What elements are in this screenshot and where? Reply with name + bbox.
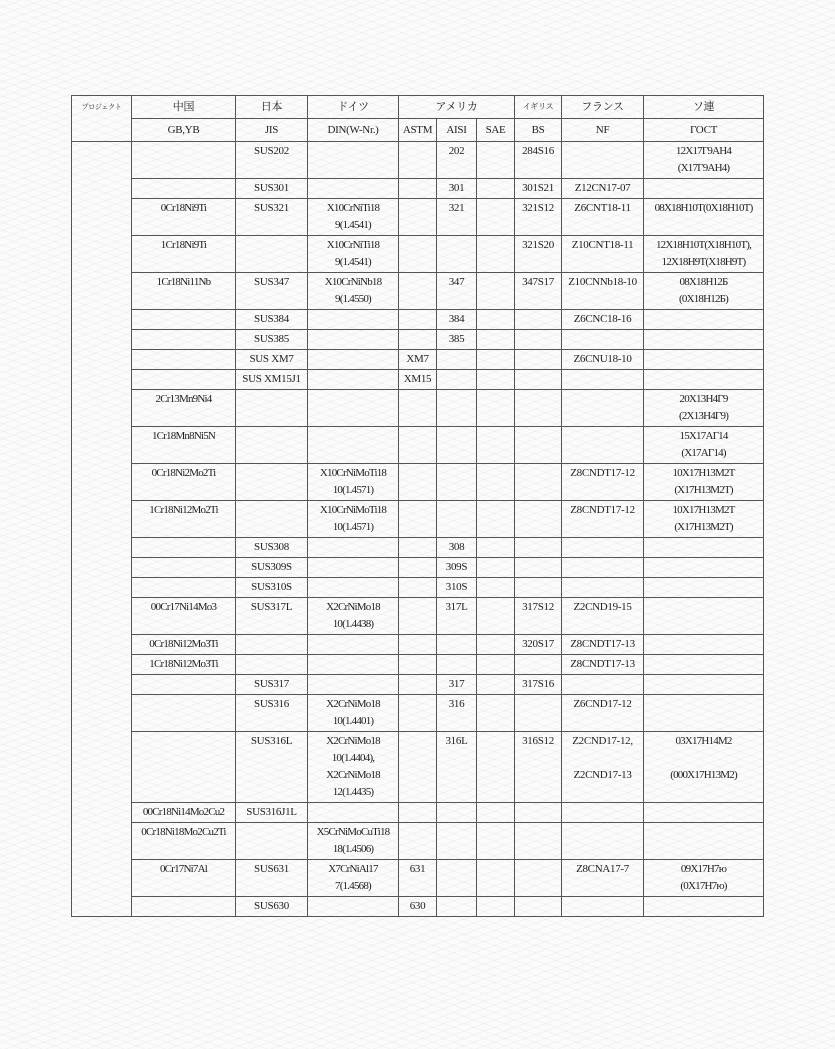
cell-din xyxy=(308,578,399,598)
cell-cn xyxy=(132,695,236,732)
cell-jis xyxy=(236,390,308,427)
header-aisi: AISI xyxy=(437,119,477,142)
cell-nf: Z6CNT18-11 xyxy=(562,199,644,236)
cell-cn xyxy=(132,578,236,598)
cell-gost xyxy=(644,578,764,598)
cell-cn xyxy=(132,310,236,330)
header-gb-yb: GB,YB xyxy=(132,119,236,142)
header-sae: SAE xyxy=(477,119,515,142)
cell-sae xyxy=(477,390,515,427)
cell-aisi: 317 xyxy=(437,675,477,695)
cell-nf xyxy=(562,897,644,917)
cell-sae xyxy=(477,675,515,695)
cell-sae xyxy=(477,860,515,897)
cell-sae xyxy=(477,236,515,273)
header-astm: ASTM xyxy=(399,119,437,142)
cell-aisi xyxy=(437,897,477,917)
cell-nf xyxy=(562,803,644,823)
cell-jis: SUS317L xyxy=(236,598,308,635)
cell-nf: Z6CND17-12 xyxy=(562,695,644,732)
cell-nf: Z8CNDT17-12 xyxy=(562,501,644,538)
cell-aisi xyxy=(437,464,477,501)
cell-din: X5CrNiMoCuTi18 18(1.4506) xyxy=(308,823,399,860)
cell-nf: Z10CNNb18-10 xyxy=(562,273,644,310)
cell-din: X10CrNiNb18 9(1.4550) xyxy=(308,273,399,310)
cell-cn: 1Cr18Ni11Nb xyxy=(132,273,236,310)
cell-nf: Z2CND19-15 xyxy=(562,598,644,635)
cell-din xyxy=(308,803,399,823)
cell-astm xyxy=(399,390,437,427)
cell-jis: SUS202 xyxy=(236,142,308,179)
cell-gost xyxy=(644,635,764,655)
cell-nf xyxy=(562,330,644,350)
cell-sae xyxy=(477,427,515,464)
cell-bs: 347S17 xyxy=(515,273,562,310)
cell-bs xyxy=(515,370,562,390)
cell-gost: 10X17H13M2T (X17H13M2T) xyxy=(644,464,764,501)
cell-astm xyxy=(399,823,437,860)
cell-cn xyxy=(132,179,236,199)
table-row xyxy=(72,578,764,598)
cell-din: X2CrNiMo18 10(1.4404), X2CrNiMo18 12(1.4435) xyxy=(308,732,399,803)
cell-din: X10CrNiTi18 9(1.4541) xyxy=(308,236,399,273)
cell-astm xyxy=(399,501,437,538)
cell-aisi: 347 xyxy=(437,273,477,310)
cell-cn: 0Cr18Ni2Mo2Ti xyxy=(132,464,236,501)
table-row xyxy=(72,199,764,236)
cell-nf: Z10CNT18-11 xyxy=(562,236,644,273)
cell-nf: Z8CNDT17-13 xyxy=(562,635,644,655)
cell-cn xyxy=(132,142,236,179)
cell-nf xyxy=(562,823,644,860)
table-row xyxy=(72,236,764,273)
cell-jis xyxy=(236,635,308,655)
cell-bs: 317S12 xyxy=(515,598,562,635)
cell-bs xyxy=(515,558,562,578)
cell-aisi: 316 xyxy=(437,695,477,732)
cell-cn: 1Cr18Ni12Mo3Ti xyxy=(132,655,236,675)
cell-din: X10CrNiMoTi18 10(1.4571) xyxy=(308,464,399,501)
cell-cn: 00Cr18Ni14Mo2Cu2 xyxy=(132,803,236,823)
table-row xyxy=(72,142,764,179)
cell-sae xyxy=(477,330,515,350)
cell-din xyxy=(308,142,399,179)
cell-sae xyxy=(477,635,515,655)
table-row xyxy=(72,390,764,427)
header-france: フランス xyxy=(562,96,644,119)
cell-jis: SUS316L xyxy=(236,732,308,803)
cell-bs xyxy=(515,390,562,427)
cell-gost xyxy=(644,350,764,370)
table-row xyxy=(72,860,764,897)
header-gost: ГОСТ xyxy=(644,119,764,142)
cell-jis xyxy=(236,236,308,273)
cell-bs xyxy=(515,578,562,598)
cell-cn: 00Cr17Ni14Mo3 xyxy=(132,598,236,635)
cell-aisi: 384 xyxy=(437,310,477,330)
cell-astm xyxy=(399,635,437,655)
cell-gost: 08X18H10T(0X18H10T) xyxy=(644,199,764,236)
cell-din xyxy=(308,310,399,330)
cell-cn xyxy=(132,732,236,803)
cell-din xyxy=(308,558,399,578)
cell-jis: SUS316 xyxy=(236,695,308,732)
cell-sae xyxy=(477,179,515,199)
cell-sae xyxy=(477,350,515,370)
cell-bs xyxy=(515,310,562,330)
cell-din: X7CrNiAl17 7(1.4568) xyxy=(308,860,399,897)
cell-cn xyxy=(132,675,236,695)
cell-jis: SUS347 xyxy=(236,273,308,310)
cell-sae xyxy=(477,578,515,598)
cell-cn xyxy=(132,370,236,390)
cell-aisi: 301 xyxy=(437,179,477,199)
cell-astm xyxy=(399,675,437,695)
table-row xyxy=(72,675,764,695)
cell-bs xyxy=(515,538,562,558)
header-ussr: ソ連 xyxy=(644,96,764,119)
cell-gost: 09X17H7ю (0X17H7ю) xyxy=(644,860,764,897)
project-column-cell xyxy=(72,142,132,917)
cell-astm xyxy=(399,655,437,675)
table-row xyxy=(72,897,764,917)
cell-jis: SUS631 xyxy=(236,860,308,897)
cell-gost: 12X18H10T(X18H10T), 12X18H9T(X18H9T) xyxy=(644,236,764,273)
cell-gost xyxy=(644,370,764,390)
cell-astm xyxy=(399,330,437,350)
table-row xyxy=(72,655,764,675)
table-row xyxy=(72,803,764,823)
cell-jis: SUS384 xyxy=(236,310,308,330)
cell-gost xyxy=(644,310,764,330)
cell-bs: 321S20 xyxy=(515,236,562,273)
cell-din xyxy=(308,655,399,675)
cell-din xyxy=(308,390,399,427)
cell-nf: Z8CNA17-7 xyxy=(562,860,644,897)
header-row-countries xyxy=(72,96,764,119)
table-row xyxy=(72,598,764,635)
cell-cn: 1Cr18Mn8Ni5N xyxy=(132,427,236,464)
header-japan: 日本 xyxy=(236,96,308,119)
cell-gost xyxy=(644,695,764,732)
table-row xyxy=(72,370,764,390)
table-row xyxy=(72,427,764,464)
cell-gost xyxy=(644,803,764,823)
cell-cn: 1Cr18Ni12Mo2Ti xyxy=(132,501,236,538)
cell-aisi xyxy=(437,635,477,655)
cell-din: X10CrNiMoTi18 10(1.4571) xyxy=(308,501,399,538)
steel-grade-comparison-table xyxy=(71,95,764,917)
cell-sae xyxy=(477,501,515,538)
cell-sae xyxy=(477,655,515,675)
cell-bs xyxy=(515,464,562,501)
table-row xyxy=(72,330,764,350)
cell-nf: Z8CNDT17-13 xyxy=(562,655,644,675)
cell-aisi: 385 xyxy=(437,330,477,350)
cell-nf xyxy=(562,675,644,695)
cell-gost xyxy=(644,330,764,350)
cell-bs: 320S17 xyxy=(515,635,562,655)
cell-sae xyxy=(477,823,515,860)
cell-bs: 317S16 xyxy=(515,675,562,695)
cell-jis xyxy=(236,823,308,860)
cell-astm xyxy=(399,142,437,179)
cell-sae xyxy=(477,695,515,732)
cell-gost: 08X18H12Б (0X18H12Б) xyxy=(644,273,764,310)
cell-astm xyxy=(399,578,437,598)
cell-bs xyxy=(515,655,562,675)
cell-astm: XM7 xyxy=(399,350,437,370)
cell-nf: Z2CND17-12, Z2CND17-13 xyxy=(562,732,644,803)
cell-astm xyxy=(399,273,437,310)
cell-cn: 0Cr17Ni7Al xyxy=(132,860,236,897)
cell-gost xyxy=(644,179,764,199)
table-row xyxy=(72,464,764,501)
table-row xyxy=(72,273,764,310)
cell-aisi: 321 xyxy=(437,199,477,236)
cell-bs: 316S12 xyxy=(515,732,562,803)
cell-jis: SUS630 xyxy=(236,897,308,917)
cell-sae xyxy=(477,199,515,236)
cell-din xyxy=(308,635,399,655)
cell-jis: SUS310S xyxy=(236,578,308,598)
header-row-standards xyxy=(72,119,764,142)
table-row xyxy=(72,538,764,558)
cell-bs xyxy=(515,823,562,860)
table-row xyxy=(72,635,764,655)
cell-bs xyxy=(515,350,562,370)
cell-gost: 10X17H13M2T (X17H13M2T) xyxy=(644,501,764,538)
cell-astm xyxy=(399,558,437,578)
cell-sae xyxy=(477,310,515,330)
cell-nf: Z6CNC18-16 xyxy=(562,310,644,330)
cell-aisi xyxy=(437,350,477,370)
cell-astm xyxy=(399,598,437,635)
cell-gost xyxy=(644,823,764,860)
cell-astm xyxy=(399,695,437,732)
cell-astm xyxy=(399,310,437,330)
table-row xyxy=(72,558,764,578)
header-america: アメリカ xyxy=(399,96,515,119)
cell-din: X10CrNiTi18 9(1.4541) xyxy=(308,199,399,236)
table-body xyxy=(72,142,764,917)
cell-sae xyxy=(477,538,515,558)
header-china: 中国 xyxy=(132,96,236,119)
cell-aisi: 316L xyxy=(437,732,477,803)
cell-sae xyxy=(477,897,515,917)
cell-bs: 321S12 xyxy=(515,199,562,236)
cell-jis: SUS317 xyxy=(236,675,308,695)
cell-gost: 12X17Г9AH4 (X17Г9AH4) xyxy=(644,142,764,179)
cell-jis: SUS385 xyxy=(236,330,308,350)
cell-aisi xyxy=(437,501,477,538)
cell-bs xyxy=(515,860,562,897)
cell-jis xyxy=(236,501,308,538)
cell-nf: Z6CNU18-10 xyxy=(562,350,644,370)
cell-astm xyxy=(399,464,437,501)
cell-gost: 03X17H14M2 (000X17H13M2) xyxy=(644,732,764,803)
cell-gost xyxy=(644,655,764,675)
cell-cn xyxy=(132,538,236,558)
cell-aisi: 309S xyxy=(437,558,477,578)
cell-din: X2CrNiMo18 10(1.4438) xyxy=(308,598,399,635)
cell-bs: 284S16 xyxy=(515,142,562,179)
cell-cn xyxy=(132,330,236,350)
cell-sae xyxy=(477,464,515,501)
cell-bs: 301S21 xyxy=(515,179,562,199)
cell-jis: SUS316J1L xyxy=(236,803,308,823)
cell-astm xyxy=(399,538,437,558)
cell-bs xyxy=(515,803,562,823)
table-row xyxy=(72,179,764,199)
table-row xyxy=(72,695,764,732)
cell-sae xyxy=(477,142,515,179)
cell-sae xyxy=(477,598,515,635)
cell-gost xyxy=(644,538,764,558)
cell-astm xyxy=(399,732,437,803)
cell-jis: SUS308 xyxy=(236,538,308,558)
cell-aisi xyxy=(437,370,477,390)
table-row xyxy=(72,350,764,370)
cell-aisi: 310S xyxy=(437,578,477,598)
cell-cn xyxy=(132,897,236,917)
cell-din xyxy=(308,427,399,464)
cell-astm: XM15 xyxy=(399,370,437,390)
cell-bs xyxy=(515,330,562,350)
cell-bs xyxy=(515,695,562,732)
cell-jis xyxy=(236,427,308,464)
cell-nf xyxy=(562,427,644,464)
cell-jis xyxy=(236,655,308,675)
cell-bs xyxy=(515,897,562,917)
cell-gost xyxy=(644,558,764,578)
cell-astm xyxy=(399,199,437,236)
cell-cn: 1Cr18Ni9Ti xyxy=(132,236,236,273)
cell-jis: SUS321 xyxy=(236,199,308,236)
cell-jis xyxy=(236,464,308,501)
table-row xyxy=(72,501,764,538)
cell-nf xyxy=(562,538,644,558)
cell-din xyxy=(308,538,399,558)
cell-nf: Z12CN17-07 xyxy=(562,179,644,199)
cell-sae xyxy=(477,370,515,390)
header-project: プロジェクト xyxy=(72,96,132,142)
cell-gost xyxy=(644,598,764,635)
cell-astm: 630 xyxy=(399,897,437,917)
cell-din xyxy=(308,897,399,917)
header-jis: JIS xyxy=(236,119,308,142)
cell-din xyxy=(308,675,399,695)
cell-aisi xyxy=(437,390,477,427)
cell-nf xyxy=(562,578,644,598)
cell-aisi: 202 xyxy=(437,142,477,179)
cell-jis: SUS309S xyxy=(236,558,308,578)
cell-aisi: 317L xyxy=(437,598,477,635)
cell-astm: 631 xyxy=(399,860,437,897)
cell-gost: 15X17AГ14 (X17AГ14) xyxy=(644,427,764,464)
cell-bs xyxy=(515,501,562,538)
cell-gost: 20X13H4Г9 (2X13H4Г9) xyxy=(644,390,764,427)
cell-sae xyxy=(477,803,515,823)
cell-sae xyxy=(477,732,515,803)
header-nf: NF xyxy=(562,119,644,142)
cell-din xyxy=(308,330,399,350)
cell-jis: SUS301 xyxy=(236,179,308,199)
cell-din: X2CrNiMo18 10(1.4401) xyxy=(308,695,399,732)
cell-cn xyxy=(132,350,236,370)
cell-nf: Z8CNDT17-12 xyxy=(562,464,644,501)
cell-aisi xyxy=(437,823,477,860)
cell-din xyxy=(308,370,399,390)
cell-nf xyxy=(562,390,644,427)
cell-gost xyxy=(644,675,764,695)
cell-din xyxy=(308,179,399,199)
cell-nf xyxy=(562,370,644,390)
cell-aisi xyxy=(437,803,477,823)
cell-cn: 0Cr18Ni18Mo2Cu2Ti xyxy=(132,823,236,860)
cell-cn xyxy=(132,558,236,578)
header-din: DIN(W-Nr.) xyxy=(308,119,399,142)
cell-nf xyxy=(562,142,644,179)
cell-astm xyxy=(399,236,437,273)
header-germany: ドイツ xyxy=(308,96,399,119)
cell-cn: 0Cr18Ni12Mo3Ti xyxy=(132,635,236,655)
cell-sae xyxy=(477,273,515,310)
cell-gost xyxy=(644,897,764,917)
header-bs: BS xyxy=(515,119,562,142)
cell-sae xyxy=(477,558,515,578)
cell-aisi xyxy=(437,236,477,273)
cell-jis: SUS XM15J1 xyxy=(236,370,308,390)
cell-aisi xyxy=(437,655,477,675)
cell-astm xyxy=(399,427,437,464)
cell-astm xyxy=(399,179,437,199)
cell-aisi xyxy=(437,860,477,897)
table-row xyxy=(72,732,764,803)
table-row xyxy=(72,823,764,860)
cell-aisi xyxy=(437,427,477,464)
cell-din xyxy=(308,350,399,370)
cell-aisi: 308 xyxy=(437,538,477,558)
cell-jis: SUS XM7 xyxy=(236,350,308,370)
cell-astm xyxy=(399,803,437,823)
header-britain: イギリス xyxy=(515,96,562,119)
table-row xyxy=(72,310,764,330)
cell-cn: 2Cr13Mn9Ni4 xyxy=(132,390,236,427)
cell-cn: 0Cr18Ni9Ti xyxy=(132,199,236,236)
cell-nf xyxy=(562,558,644,578)
cell-bs xyxy=(515,427,562,464)
